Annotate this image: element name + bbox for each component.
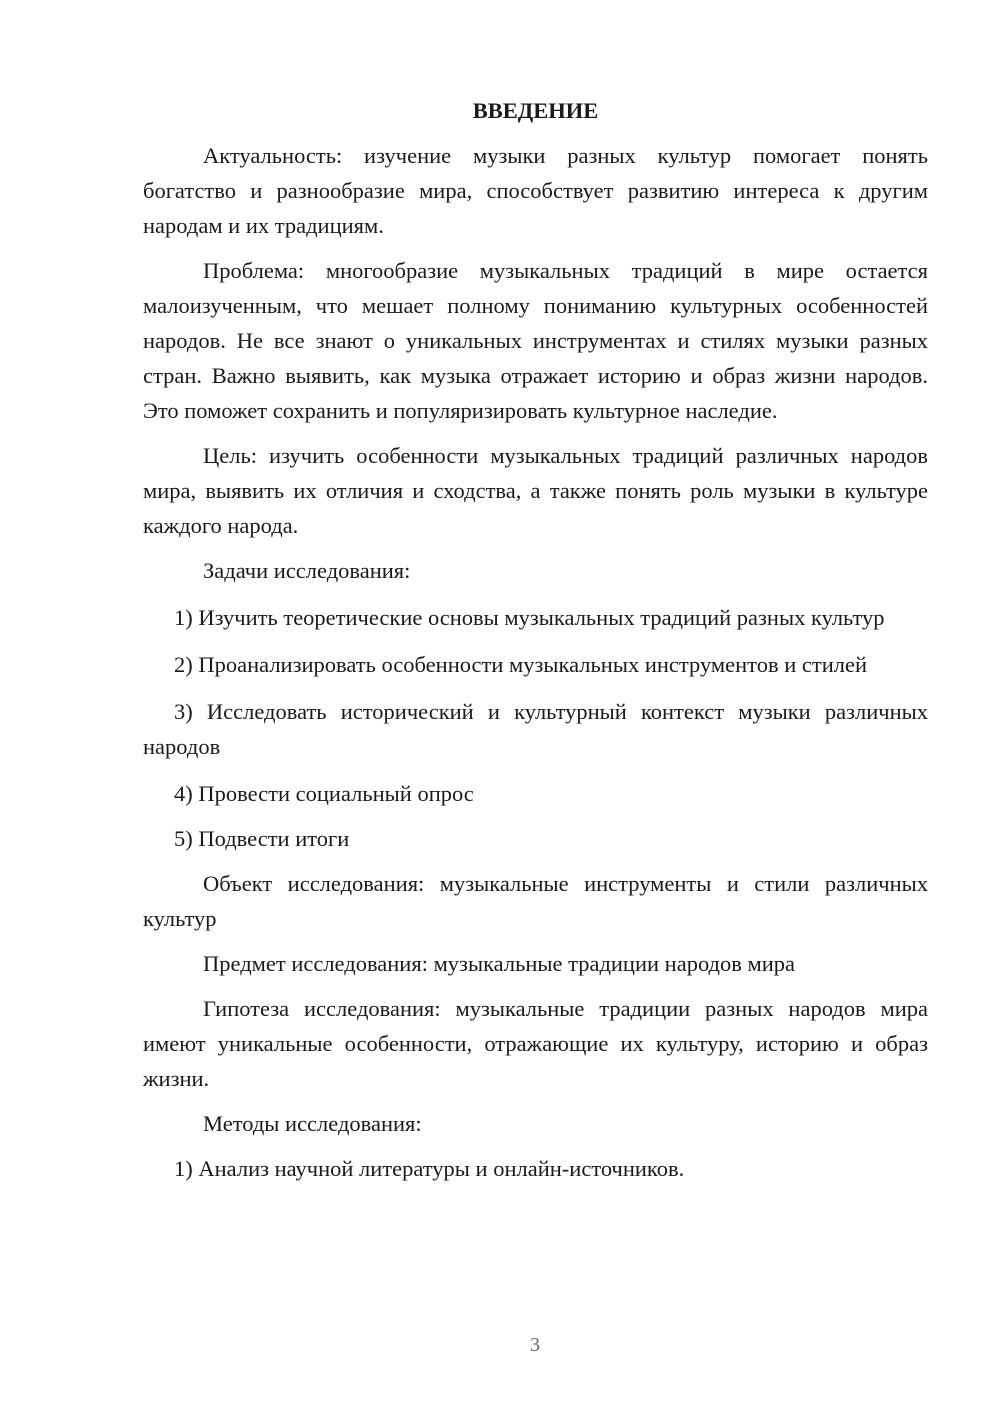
task-item-5: 5) Подвести итоги	[174, 826, 350, 851]
document-body	[143, 93, 928, 1196]
relevance-paragraph: Актуальность: изучение музыки разных культур помогает понять богатство и разнообразие мира, способствует развитию интереса к другим народам и их традициям.	[143, 143, 928, 238]
task-item-4: 4) Провести социальный опрос	[174, 781, 474, 806]
section-heading: ВВЕДЕНИЕ	[472, 98, 599, 123]
methods-title: Методы исследования:	[203, 1111, 422, 1136]
tasks-title: Задачи исследования:	[203, 558, 411, 583]
hypothesis-paragraph: Гипотеза исследования: музыкальные традиции разных народов мира имеют уникальные особенности, отражающие их культуру, историю и образ жизни.	[143, 996, 928, 1091]
subject-paragraph: Предмет исследования: музыкальные традиции народов мира	[203, 951, 796, 976]
task-item-3: 3) Исследовать исторический и культурный контекст музыки различных народов	[143, 699, 928, 759]
page-number: 3	[530, 1334, 540, 1356]
task-item-2: 2) Проанализировать особенности музыкальных инструментов и стилей	[174, 652, 867, 677]
goal-paragraph: Цель: изучить особенности музыкальных традиций различных народов мира, выявить их отличия и сходства, а также понять роль музыки в культуре каждого народа.	[143, 443, 928, 538]
problem-paragraph: Проблема: многообразие музыкальных традиций в мире остается малоизученным, что мешает полному пониманию культурных особенностей народов. Не все знают о уникальных инструментах и стилях музыки разных стран. Важно выявить, как музыка отражает историю и образ жизни народов. Это поможет сохранить и популяризировать культурное наследие.	[143, 258, 928, 423]
task-item-1: 1) Изучить теоретические основы музыкальных традиций разных культур	[174, 605, 885, 630]
method-item-1: 1) Анализ научной литературы и онлайн-источников.	[174, 1156, 685, 1181]
object-paragraph: Объект исследования: музыкальные инструменты и стили различных культур	[143, 871, 928, 931]
